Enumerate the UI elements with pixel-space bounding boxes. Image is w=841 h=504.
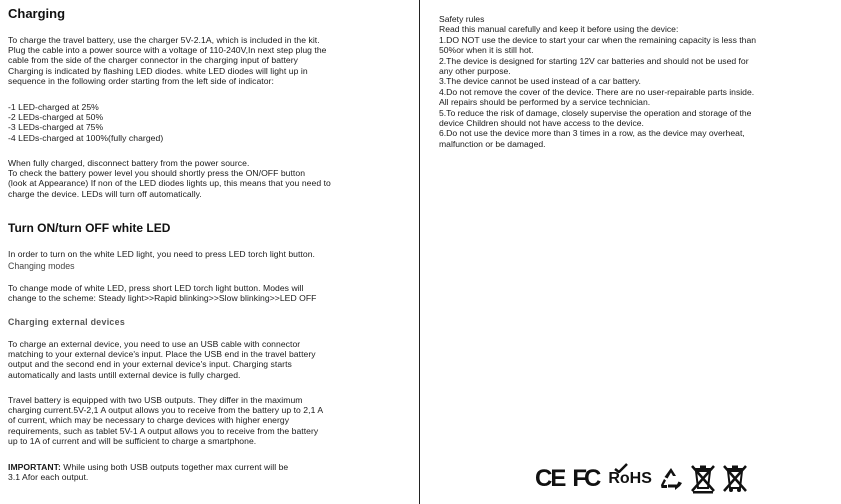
text-line: requirements, such as tablet 5V-1 A output allows you to receive from the battery <box>8 425 319 436</box>
rohs-mark-icon <box>608 470 652 488</box>
safety-rules <box>439 14 837 149</box>
text-line: charging current.5V-2,1 A output allows you to receive from the battery up to 2,1 A <box>8 405 324 416</box>
text-line: device Children should not have access to the device. <box>439 118 644 129</box>
led-title: Turn ON/turn OFF white LED <box>8 221 171 235</box>
text-line: 50%or when it is still hot. <box>439 45 534 56</box>
rohs-text: RoHS <box>608 470 652 487</box>
text-line: All repairs should be performed by a service technician. <box>439 97 651 108</box>
text-line: cable from the side of the charger connector in the charging input of battery <box>8 55 298 66</box>
certification-marks <box>535 463 748 495</box>
weee-bin-icon <box>690 464 716 494</box>
text-line: automatically and lasts untill external device is fully charged. <box>8 369 241 380</box>
list-item: -1 LED-charged at 25% <box>8 102 99 112</box>
right-column <box>439 14 837 149</box>
text-line: any other purpose. <box>439 66 511 77</box>
important-note <box>8 462 412 482</box>
charging-paragraph <box>8 35 412 86</box>
text-line: output and the second end in your external device's input. Charging starts <box>8 359 292 370</box>
led-levels-list <box>8 102 412 143</box>
list-item: -4 LEDs-charged at 100%(fully charged) <box>8 132 164 143</box>
text-line: change to the scheme: Steady light>>Rapid blinking>>Slow blinking>>LED OFF <box>8 293 317 304</box>
text-line: To charge an external device, you need to use an USB cable with connector <box>8 339 301 349</box>
text-line: malfunction or be damaged. <box>439 138 546 149</box>
text-line: Travel battery is equipped with two USB outputs. They differ in the maximum <box>8 395 303 405</box>
changing-modes-label: Changing modes <box>8 261 75 271</box>
external-paragraph <box>8 339 412 380</box>
text-line: matching to your external device's input. Place the USB end in the travel battery <box>8 349 316 360</box>
column-divider <box>419 0 420 504</box>
text-line: 3.1 Afor each output. <box>8 472 89 483</box>
safety-title: Safety rules <box>439 14 485 24</box>
text-line: 5.To reduce the risk of damage, closely supervise the operation and storage of the <box>439 107 752 118</box>
important-text: While using both USB outputs together max current will be <box>60 462 289 472</box>
led-paragraph <box>8 249 412 259</box>
charging-title: Charging <box>8 6 66 21</box>
text-line: 6.Do not use the device more than 3 times in a row, as the device may overheat, <box>439 128 745 139</box>
text-line: (look at Appearance) If non of the LED diodes lights up, this means that you need to <box>8 178 331 189</box>
text-line: sequence in the following order starting from the left side of indicator: <box>8 75 274 86</box>
text-line: charge the device. LEDs will turn off automatically. <box>8 188 202 199</box>
external-devices-label: Charging external devices <box>8 317 126 327</box>
text-line: Read this manual carefully and keep it before using the device: <box>439 24 679 35</box>
text-line: To charge the travel battery, use the charger 5V-2.1A, which is included in the kit. <box>8 35 320 45</box>
ce-mark-icon: CE <box>535 465 565 492</box>
text-line: Plug the cable into a power source with a voltage of 110-240V,In next step plug the <box>8 45 327 56</box>
text-line: of current, which may be necessary to charge devices with higher energy <box>8 415 290 426</box>
text-line: up to 1A of current and will be sufficient to charge a smartphone. <box>8 435 257 446</box>
text-line: When fully charged, disconnect battery from the power source. <box>8 158 250 168</box>
text-line: To check the battery power level you should shortly press the ON/OFF button <box>8 168 306 179</box>
text-line: In order to turn on the white LED light, you need to press LED torch light button. <box>8 249 315 259</box>
list-item: -3 LEDs-charged at 75% <box>8 122 104 133</box>
fcc-mark-icon: FC <box>572 465 599 492</box>
weee-bin-icon <box>722 464 748 494</box>
text-line: 4.Do not remove the cover of the device. There are no user-repairable parts inside. <box>439 86 755 97</box>
recycle-icon <box>658 466 684 492</box>
usb-paragraph <box>8 395 412 446</box>
full-charge-paragraph <box>8 158 412 199</box>
important-label: IMPORTANT: <box>8 462 61 472</box>
text-line: 3.The device cannot be used instead of a car battery. <box>439 76 641 87</box>
text-line: 1.DO NOT use the device to start your car when the remaining capacity is less than <box>439 34 757 45</box>
modes-paragraph <box>8 283 412 303</box>
list-item: -2 LEDs-charged at 50% <box>8 112 104 123</box>
text-line: Charging is indicated by flashing LED diodes. white LED diodes will light up in <box>8 65 308 76</box>
text-line: To change mode of white LED, press short LED torch light button. Modes will <box>8 283 304 293</box>
text-line: 2.The device is designed for starting 12V car batteries and should not be used for <box>439 55 749 66</box>
